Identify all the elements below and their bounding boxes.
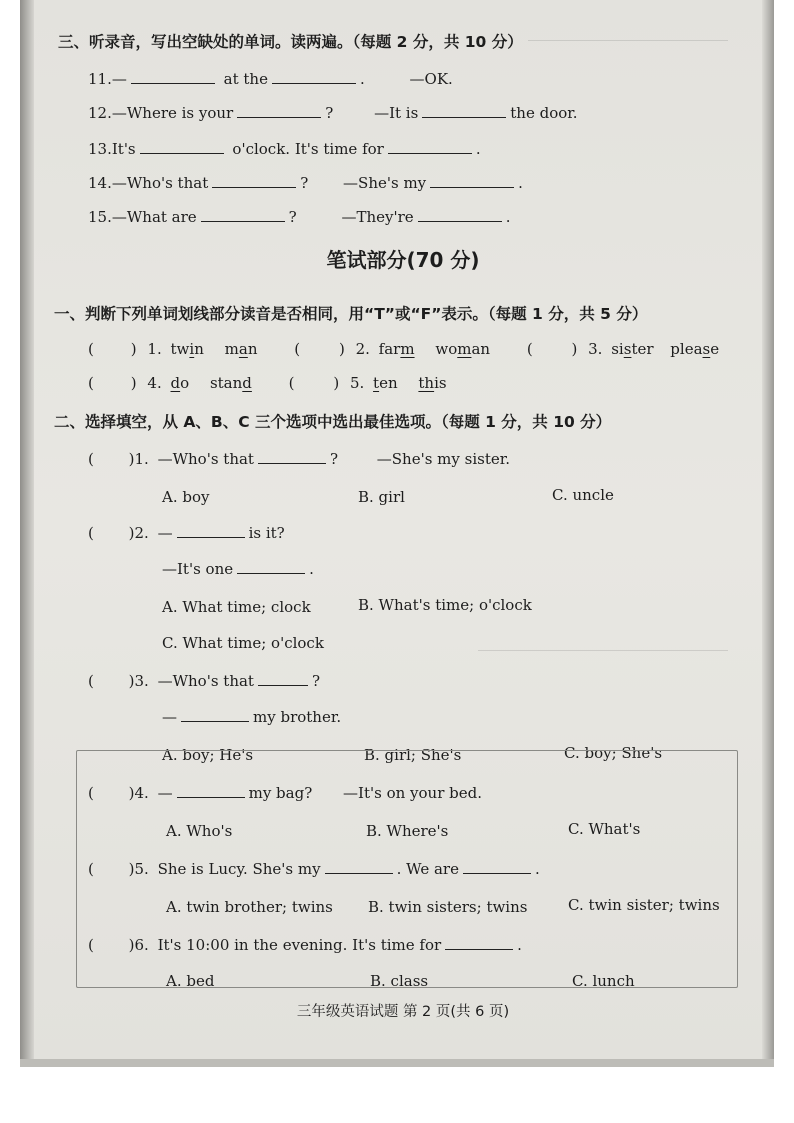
photo-edge-left [20,0,34,1067]
option-a[interactable]: A. bed [166,972,215,990]
option-c[interactable]: C. boy; She's [564,744,663,762]
question-11: 11.— at the . —OK. [88,70,453,88]
answer-blank[interactable] [140,152,224,154]
answer-paren[interactable]: ( [294,340,301,358]
answer-blank[interactable] [430,186,514,188]
answer-blank[interactable] [388,152,472,154]
phonics-row-1: ( ) 1. twin man ( ) 2. farm woman ( ) 3. sister please [88,340,720,358]
question-14: 14.—Who's that ? —She's my . [88,174,523,192]
answer-blank[interactable] [181,720,249,722]
question-12: 12.—Where is your ? —It is the door. [88,104,578,122]
answer-blank[interactable] [212,186,296,188]
answer-blank[interactable] [258,462,326,464]
phonics-word: do [170,374,190,392]
phonics-word: stand [209,374,252,392]
option-a[interactable]: A. boy [162,488,210,506]
answer-blank[interactable] [272,82,356,84]
option-a[interactable]: A. What time; clock [162,598,311,616]
option-a[interactable]: A. Who's [166,822,233,840]
option-a[interactable]: A. boy; He's [162,746,254,764]
mc-question-2-line2: —It's one . [162,560,314,578]
answer-paren[interactable]: ( [88,784,94,802]
option-b[interactable]: B. class [370,972,429,990]
option-b[interactable]: B. girl [358,488,405,506]
answer-blank[interactable] [237,116,321,118]
question-13: 13.It's o'clock. It's time for . [88,140,481,158]
answer-blank[interactable] [177,796,245,798]
answer-paren[interactable]: ( [88,860,94,878]
show-through-mark [478,650,728,652]
answer-paren[interactable]: ( [88,524,94,542]
phonics-word: this [418,374,447,392]
option-b[interactable]: B. twin sisters; twins [368,898,528,916]
page-footer: 三年级英语试题 第 2 页(共 6 页) [296,1004,510,1020]
photo-edge-bottom [20,1059,774,1067]
answer-blank[interactable] [463,872,531,874]
answer-paren[interactable]: ( [288,374,295,392]
answer-paren[interactable]: ( [88,340,94,358]
phonics-word: sister [611,340,654,358]
answer-paren[interactable]: ( [88,672,94,690]
option-b[interactable]: B. Where's [366,822,449,840]
mc-question-1: ( )1. —Who's that ? —She's my sister. [88,450,511,468]
answer-paren[interactable]: ( [88,936,94,954]
mc-question-4: ( )4. — my bag? —It's on your bed. [88,784,482,802]
mc-question-3-line2: — my brother. [162,708,342,726]
option-c[interactable]: C. What's [568,820,641,838]
answer-blank[interactable] [258,684,308,686]
option-b[interactable]: B. What's time; o'clock [358,596,532,614]
show-through-mark [528,40,728,42]
phonics-row-2: ( ) 4. do stand ( ) 5. ten this [88,374,447,392]
answer-blank[interactable] [131,82,215,84]
option-b[interactable]: B. girl; She's [364,746,462,764]
option-a[interactable]: A. twin brother; twins [166,898,333,916]
section2-heading: 二、选择填空，从 A、B、C 三个选项中选出最佳选项。（每题 1 分，共 10 分） [54,413,612,431]
answer-paren[interactable]: ( [88,450,94,468]
phonics-word: farm [378,340,415,358]
question-15: 15.—What are ? —They're . [88,208,511,226]
option-c[interactable]: C. What time; o'clock [162,634,324,652]
phonics-word: please [670,340,720,358]
answer-paren[interactable]: ( [88,374,94,392]
option-c[interactable]: C. twin sister; twins [568,896,720,914]
answer-blank[interactable] [177,536,245,538]
answer-paren[interactable]: ( [526,340,533,358]
phonics-word: ten [373,374,398,392]
mc-question-6: ( )6. It's 10:00 in the evening. It's time for . [88,936,522,954]
listening-heading: 三、听录音，写出空缺处的单词。读两遍。（每题 2 分，共 10 分） [58,33,523,51]
mc-question-3: ( )3. —Who's that ? [88,672,320,690]
photo-edge-right [762,0,774,1067]
phonics-word: woman [435,340,491,358]
written-part-title: 笔试部分(70 分) [326,248,480,272]
answer-blank[interactable] [422,116,506,118]
answer-blank[interactable] [418,220,502,222]
answer-blank[interactable] [325,872,393,874]
mc-question-2: ( )2. — is it? [88,524,285,542]
answer-blank[interactable] [445,948,513,950]
mc-question-5: ( )5. She is Lucy. She's my . We are . [88,860,540,878]
answer-blank[interactable] [201,220,285,222]
phonics-word: twin [170,340,204,358]
section1-heading: 一、判断下列单词划线部分读音是否相同，用“T”或“F”表示。（每题 1 分，共 5 分） [54,305,648,323]
option-c[interactable]: C. lunch [572,972,635,990]
phonics-word: man [224,340,258,358]
exam-page [54,10,748,1060]
answer-blank[interactable] [237,572,305,574]
option-c[interactable]: C. uncle [552,486,614,504]
